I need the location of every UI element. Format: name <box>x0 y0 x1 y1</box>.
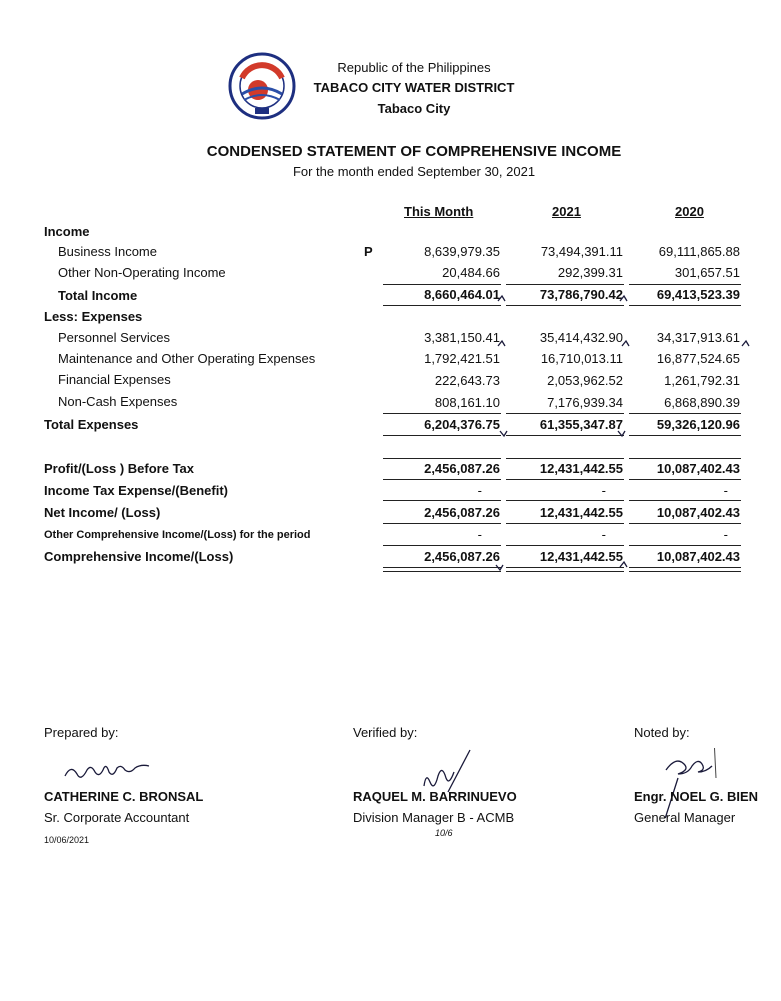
net-income-2020: 10,087,402.43 <box>656 505 740 520</box>
column-this-month: This Month <box>404 204 474 219</box>
other-income-this-month: 20,484.66 <box>442 265 500 280</box>
header-republic: Republic of the Philippines <box>337 60 491 75</box>
profit-before-tax-2020: 10,087,402.43 <box>656 461 740 476</box>
financial-this-month: 222,643.73 <box>434 373 500 388</box>
verified-by-name: RAQUEL M. BARRINUEVO <box>353 789 517 804</box>
comprehensive-income-this-month: 2,456,087.26 <box>424 549 500 564</box>
net-income-label: Net Income/ (Loss) <box>44 505 161 520</box>
other-comprehensive-2021: - <box>601 527 606 542</box>
personnel-2020: 34,317,913.61 <box>656 330 740 345</box>
noted-by-name: Engr. NOEL G. BIEN <box>634 789 759 804</box>
total-income-this-month: 8,660,464.01 <box>424 287 500 302</box>
column-2021: 2021 <box>552 204 581 219</box>
business-income-label: Business Income <box>58 244 157 259</box>
maintenance-2020: 16,877,524.65 <box>656 351 740 366</box>
income-tax-label: Income Tax Expense/(Benefit) <box>44 483 228 498</box>
noncash-2021: 7,176,939.34 <box>547 395 623 410</box>
total-income-2020: 69,413,523.39 <box>656 287 740 302</box>
maintenance-label: Maintenance and Other Operating Expenses <box>58 351 316 366</box>
business-income-2021: 73,494,391.11 <box>540 244 623 259</box>
total-expenses-2020: 59,326,120.96 <box>656 417 740 432</box>
total-income-label: Total Income <box>58 288 138 303</box>
other-income-2020: 301,657.51 <box>674 265 740 280</box>
financial-label: Financial Expenses <box>58 372 171 387</box>
signature-bronsal <box>60 758 170 788</box>
net-income-2021: 12,431,442.55 <box>539 505 623 520</box>
comprehensive-income-2020: 10,087,402.43 <box>656 549 740 564</box>
other-comprehensive-2020: - <box>723 527 728 542</box>
profit-before-tax-label: Profit/(Loss ) Before Tax <box>44 461 195 476</box>
total-expenses-label: Total Expenses <box>44 417 139 432</box>
business-income-this-month: 8,639,979.35 <box>424 244 500 259</box>
verified-by-caption: Verified by: <box>353 725 418 740</box>
noncash-label: Non-Cash Expenses <box>58 394 178 409</box>
income-tax-2020: - <box>723 483 728 498</box>
noted-by-position: General Manager <box>634 810 736 825</box>
prepared-by-date: 10/06/2021 <box>44 835 90 845</box>
verified-by-position: Division Manager B - ACMB <box>353 810 515 825</box>
total-expenses-this-month: 6,204,376.75 <box>424 417 500 432</box>
other-comprehensive-label: Other Comprehensive Income/(Loss) for the period <box>44 529 311 541</box>
expenses-heading: Less: Expenses <box>44 309 143 324</box>
noted-by-caption: Noted by: <box>634 725 690 740</box>
prepared-by-name: CATHERINE C. BRONSAL <box>44 789 204 804</box>
header-city: Tabaco City <box>377 101 451 116</box>
maintenance-2021: 16,710,013.11 <box>540 351 623 366</box>
verified-by-note: 10/6 <box>435 828 453 838</box>
comprehensive-income-label: Comprehensive Income/(Loss) <box>44 549 234 564</box>
total-income-2021: 73,786,790.42 <box>539 287 623 302</box>
comprehensive-income-2021: 12,431,442.55 <box>539 549 623 564</box>
income-tax-this-month: - <box>477 483 482 498</box>
currency-symbol: P <box>364 244 373 259</box>
total-expenses-2021: 61,355,347.87 <box>539 417 623 432</box>
noncash-this-month: 808,161.10 <box>434 395 500 410</box>
statement-title: CONDENSED STATEMENT OF COMPREHENSIVE INCOME <box>206 143 622 160</box>
other-comprehensive-this-month: - <box>477 527 482 542</box>
other-income-label: Other Non-Operating Income <box>58 265 226 280</box>
other-income-2021: 292,399.31 <box>557 265 623 280</box>
income-tax-2021: - <box>601 483 606 498</box>
personnel-label: Personnel Services <box>58 330 170 345</box>
personnel-2021: 35,414,432.90 <box>539 330 623 345</box>
maintenance-this-month: 1,792,421.51 <box>424 351 500 366</box>
noncash-2020: 6,868,890.39 <box>664 395 740 410</box>
profit-before-tax-2021: 12,431,442.55 <box>539 461 623 476</box>
statement-period: For the month ended September 30, 2021 <box>292 164 536 179</box>
financial-2020: 1,261,792.31 <box>664 373 740 388</box>
net-income-this-month: 2,456,087.26 <box>424 505 500 520</box>
prepared-by-caption: Prepared by: <box>44 725 119 740</box>
header-organization: TABACO CITY WATER DISTRICT <box>313 80 515 95</box>
signature-bien <box>656 748 726 818</box>
business-income-2020: 69,111,865.88 <box>658 244 740 259</box>
profit-before-tax-this-month: 2,456,087.26 <box>424 461 500 476</box>
income-heading: Income <box>44 224 90 239</box>
prepared-by-position: Sr. Corporate Accountant <box>44 810 190 825</box>
financial-2021: 2,053,962.52 <box>547 373 623 388</box>
column-2020: 2020 <box>675 204 704 219</box>
personnel-this-month: 3,381,150.41 <box>424 330 500 345</box>
